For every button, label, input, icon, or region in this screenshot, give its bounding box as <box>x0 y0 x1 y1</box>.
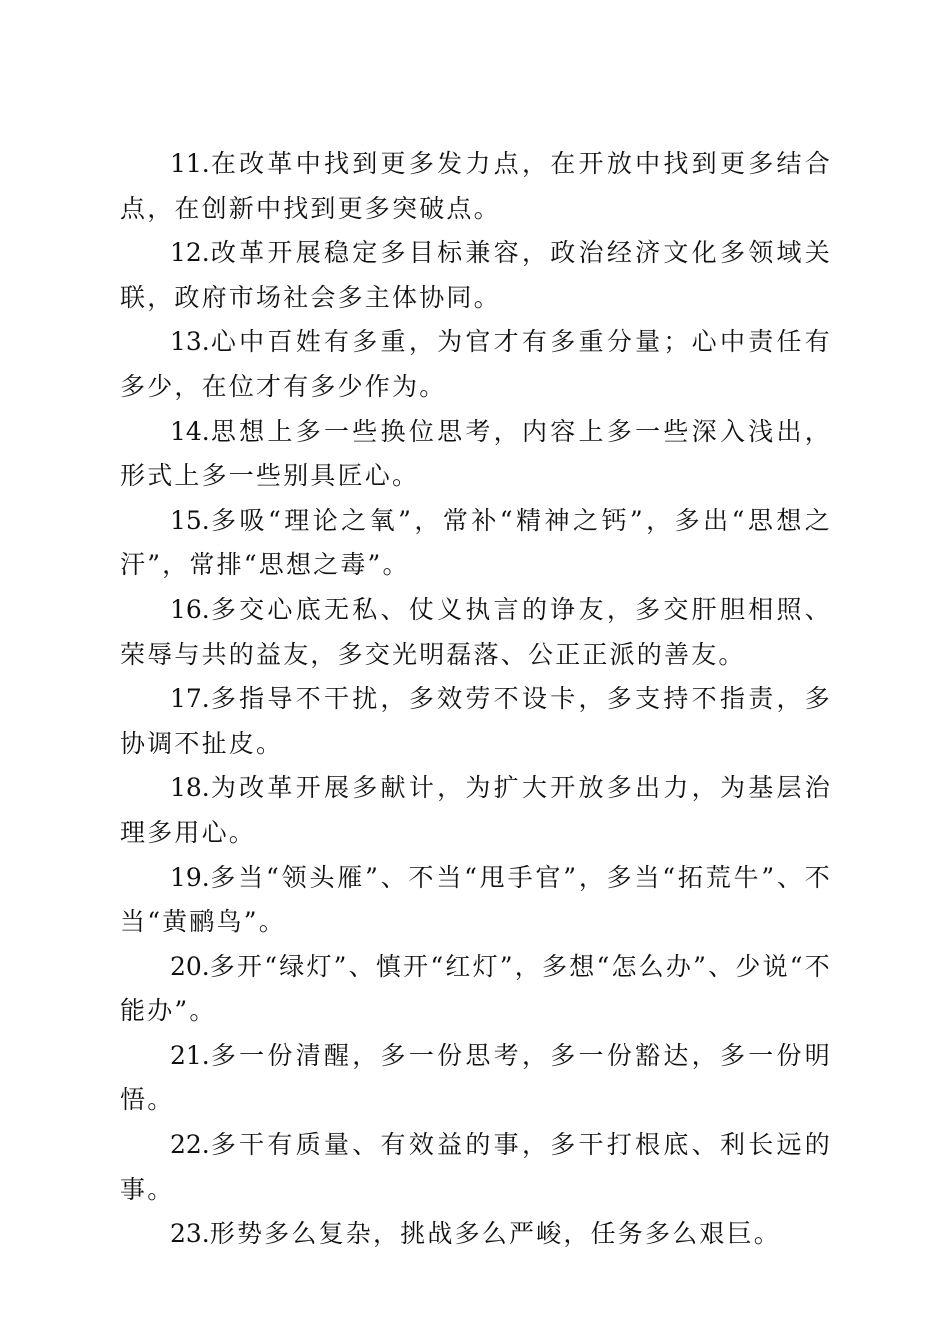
paragraph-text: 多干有质量、有效益的事，多干打根底、利长远的事。 <box>120 1130 832 1204</box>
paragraph-12 <box>120 231 832 320</box>
paragraph-number: 17. <box>170 684 210 714</box>
paragraph-number: 20. <box>170 951 210 981</box>
paragraph-22 <box>120 1123 832 1212</box>
paragraph-number: 11. <box>170 149 210 178</box>
paragraph-23 <box>120 1212 832 1257</box>
paragraph-14 <box>120 410 832 499</box>
paragraph-19 <box>120 856 832 945</box>
paragraph-text: 形势多么复杂，挑战多么严峻，任务多么艰巨。 <box>209 1219 781 1249</box>
paragraph-number: 18. <box>170 773 210 803</box>
paragraph-number: 22. <box>170 1130 210 1160</box>
paragraph-text: 改革开展稳定多目标兼容，政治经济文化多领域关联，政府市场社会多主体协同。 <box>120 238 832 312</box>
paragraph-18 <box>120 766 832 855</box>
paragraph-number: 16. <box>170 594 210 624</box>
paragraph-text: 多指导不干扰，多效劳不设卡，多支持不指责，多协调不扯皮。 <box>120 684 832 758</box>
paragraph-11 <box>120 142 832 231</box>
paragraph-text: 心中百姓有多重，为官才有多重分量；心中责任有多少，在位才有多少作为。 <box>120 327 832 401</box>
paragraph-15 <box>120 499 832 588</box>
paragraph-17 <box>120 677 832 766</box>
paragraph-text: 为改革开展多献计，为扩大开放多出力，为基层治理多用心。 <box>120 773 832 847</box>
paragraph-text: 多开“绿灯”、慎开“红灯”，多想“怎么办”、少说“不能办”。 <box>120 951 832 1026</box>
paragraph-21 <box>120 1034 832 1123</box>
paragraph-16 <box>120 588 832 677</box>
paragraph-number: 14. <box>170 416 210 446</box>
paragraph-number: 13. <box>170 327 210 357</box>
paragraph-number: 19. <box>170 862 210 892</box>
paragraph-13 <box>120 320 832 409</box>
paragraph-number: 23. <box>170 1219 210 1249</box>
paragraph-number: 21. <box>170 1040 210 1070</box>
paragraph-text: 多交心底无私、仗义执言的诤友，多交肝胆相照、荣辱与共的益友，多交光明磊落、公正正派的善友。 <box>120 594 832 669</box>
paragraph-text: 在改革中找到更多发力点，在开放中找到更多结合点，在创新中找到更多突破点。 <box>120 149 832 223</box>
paragraph-text: 多吸“理论之氧”，常补“精神之钙”，多出“思想之汗”，常排“思想之毒”。 <box>120 505 832 580</box>
paragraph-text: 思想上多一些换位思考，内容上多一些深入浅出，形式上多一些别具匠心。 <box>120 416 832 491</box>
paragraph-text: 多当“领头雁”、不当“甩手官”，多当“拓荒牛”、不当“黄鹂鸟”。 <box>120 862 832 937</box>
paragraph-number: 12. <box>170 238 210 268</box>
paragraph-text: 多一份清醒，多一份思考，多一份豁达，多一份明悟。 <box>120 1040 832 1115</box>
document-body <box>120 142 832 1257</box>
paragraph-number: 15. <box>170 505 210 535</box>
paragraph-20 <box>120 945 832 1034</box>
